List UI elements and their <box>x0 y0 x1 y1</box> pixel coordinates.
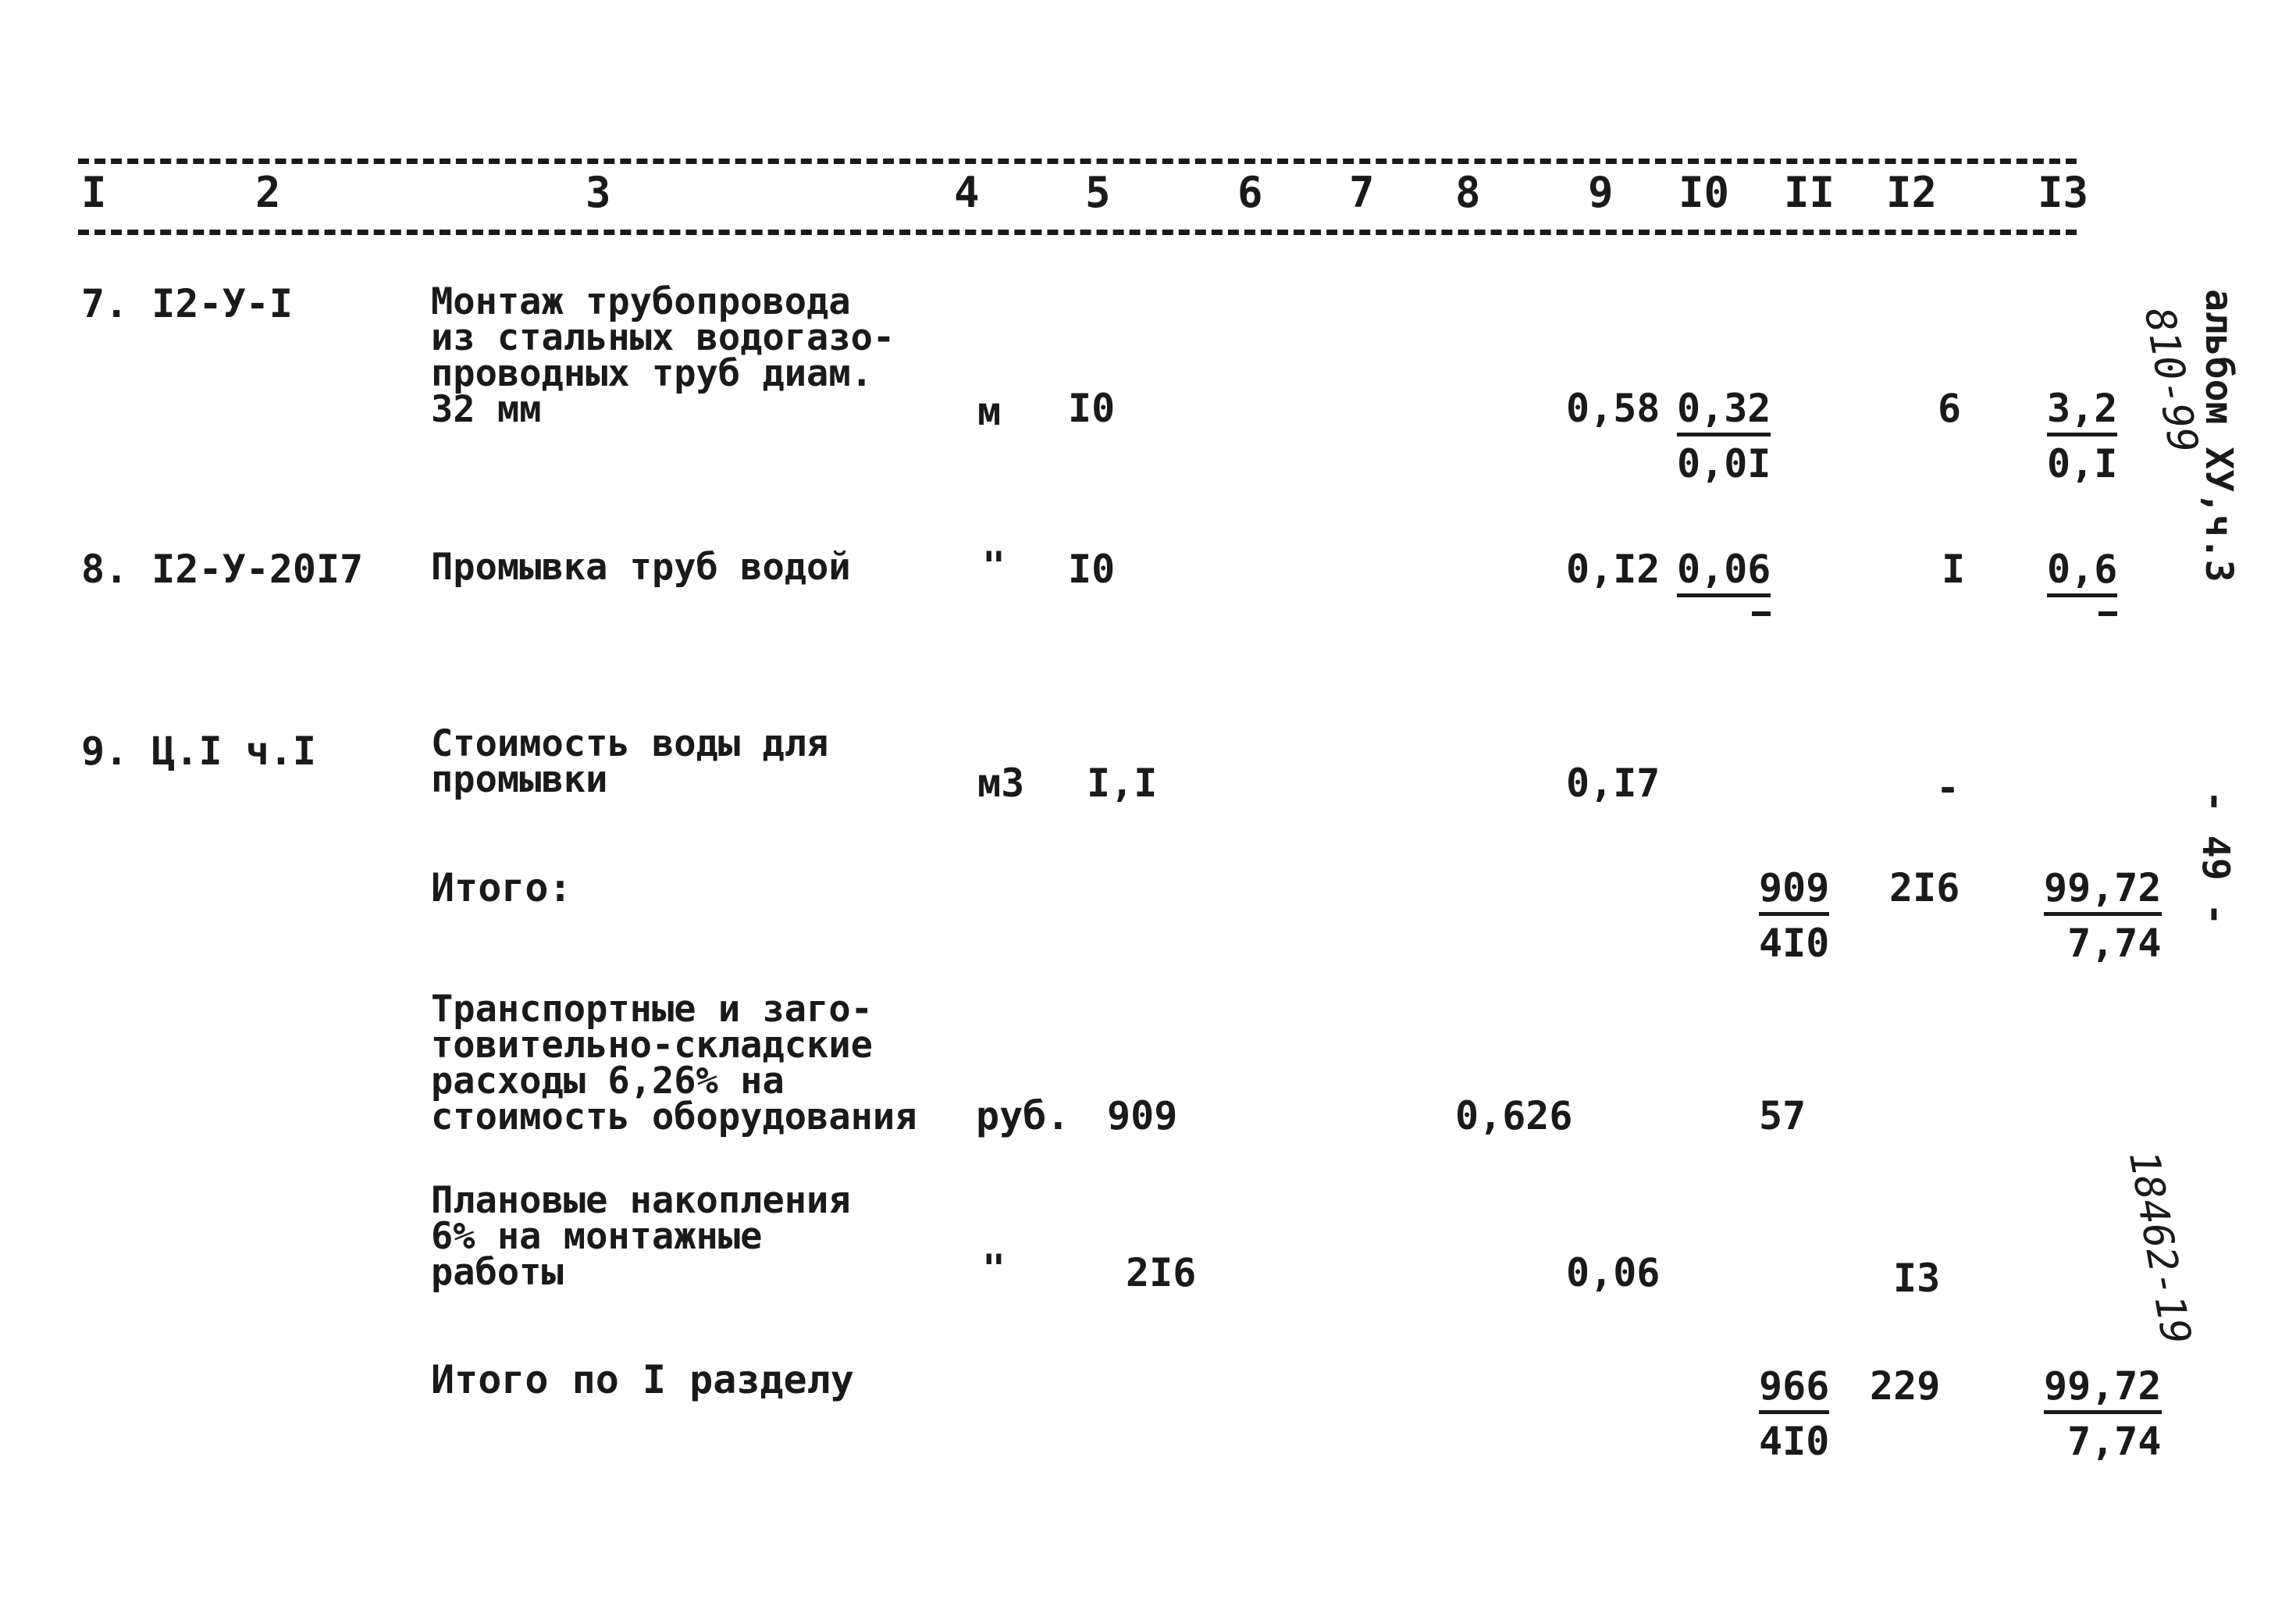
row-col13-fraction: 0,6 <box>2047 550 2117 616</box>
total-col11-fraction: $\frac{909}{4I0}$ <box>1759 865 1830 966</box>
col-header-8: 8 <box>1455 168 1481 217</box>
total-col12: 2I6 <box>1889 865 1960 910</box>
row-description: Промывка труб водой <box>431 546 851 589</box>
col-header-11: II <box>1784 168 1835 217</box>
row-col9: 0,I2 <box>1566 547 1661 592</box>
row-col10-fraction: 0,06 <box>1677 550 1771 616</box>
col-header-10: I0 <box>1678 168 1730 217</box>
section-total-col11-fraction: $\frac{966}{4I0}$ <box>1759 1363 1830 1464</box>
header-rule-bottom <box>78 230 2077 235</box>
row-description: Стоимость воды для промывки <box>431 722 829 801</box>
col-header-7: 7 <box>1349 168 1375 217</box>
row-code: 8. I2-У-20I7 <box>81 547 364 592</box>
dash-mark <box>1752 611 1771 616</box>
col-header-6: 6 <box>1237 168 1263 217</box>
col-header-9: 9 <box>1588 168 1614 217</box>
row-col9: 0,58 <box>1566 386 1661 431</box>
row-quantity: 909 <box>1107 1093 1178 1138</box>
row-unit: " <box>982 543 1006 589</box>
section-total-label: Итого по I разделу <box>431 1357 854 1402</box>
row-col9: 0,06 <box>1566 1250 1661 1295</box>
total-label: Итого: <box>431 865 572 910</box>
total-col13-fraction: $\frac{99,72}{7,74}$ <box>2044 865 2162 966</box>
row-col11: 57 <box>1759 1093 1807 1138</box>
row-quantity: I0 <box>1068 547 1116 592</box>
row-unit: " <box>982 1246 1006 1292</box>
row-unit: м3 <box>977 761 1025 806</box>
row-col13-fraction: $\frac{3,2}{0,I}$ <box>2047 386 2118 486</box>
row-col9: 0,I7 <box>1566 761 1661 806</box>
row-description: Транспортные и заго- товительно-складские расходы 6,26% на стоимость оборудования <box>431 988 917 1138</box>
row-unit: м <box>977 389 1002 434</box>
album-reference-stamp: альбом XУ,ч.3 <box>2197 289 2241 583</box>
row-col8: 0,626 <box>1455 1093 1573 1138</box>
row-quantity: 2I6 <box>1126 1250 1197 1295</box>
row-col12: I3 <box>1893 1256 1941 1301</box>
section-total-col13-fraction: $\frac{99,72}{7,74}$ <box>2044 1363 2162 1464</box>
row-code: 7. I2-У-I <box>81 281 293 326</box>
row-quantity: I,I <box>1087 761 1158 806</box>
handwritten-code-top: 810-99 <box>2134 304 2207 457</box>
dash-mark <box>2098 611 2117 616</box>
row-quantity: I0 <box>1068 386 1116 431</box>
row-col12: 6 <box>1938 386 1962 431</box>
row-col10-fraction: $\frac{0,32}{0,0I}$ <box>1677 386 1771 486</box>
col-header-5: 5 <box>1085 168 1111 217</box>
col-header-12: I2 <box>1886 168 1938 217</box>
row-description: Монтаж трубопровода из стальных водогазо- проводных труб диам. 32 мм <box>431 280 895 431</box>
col-header-13: I3 <box>2038 168 2089 217</box>
section-total-col12: 229 <box>1870 1363 1941 1409</box>
row-description: Плановые накопления 6% на монтажные работы <box>431 1179 851 1294</box>
row-unit: руб. <box>976 1093 1070 1138</box>
row-col12: I <box>1942 547 1966 592</box>
row-col12: - <box>1936 765 1960 811</box>
col-header-3: 3 <box>586 168 611 217</box>
col-header-4: 4 <box>954 168 980 217</box>
handwritten-code-bottom: 18462-19 <box>2119 1147 2200 1349</box>
row-code: 9. Ц.I ч.I <box>81 729 317 774</box>
col-header-1: I <box>81 168 107 217</box>
col-header-2: 2 <box>255 168 281 217</box>
header-rule-top <box>78 159 2077 164</box>
page-number: - 49 - <box>2194 790 2237 926</box>
